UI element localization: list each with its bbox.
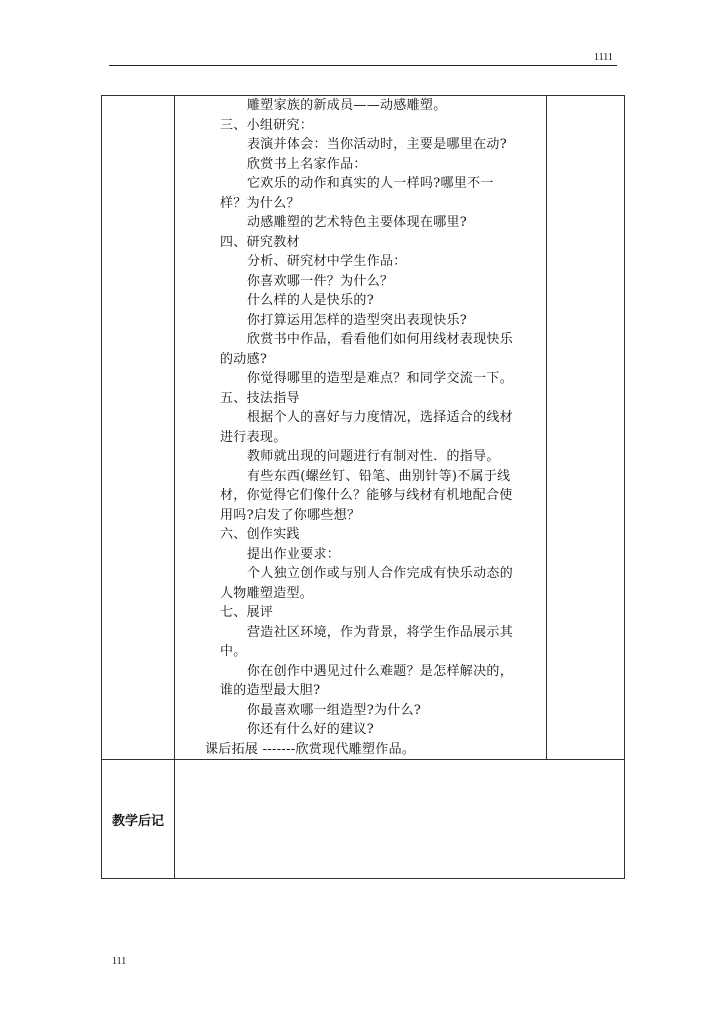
text-line: 用吗?启发了你哪些想？ (220, 507, 361, 523)
text-line: 什么样的人是快乐的? (247, 293, 374, 308)
text-line: 的动感? (220, 351, 268, 367)
text-line: 欣赏书上名家作品： (247, 156, 367, 172)
text-line: 进行表现。 (220, 429, 287, 445)
text-line: 它欢乐的动作和真实的人一样吗?哪里不一 (247, 176, 494, 191)
lesson-plan-table (101, 95, 625, 879)
text-line: 材，你觉得它们像什么？能够与线材有机地配合使 (220, 488, 513, 503)
text-line: 六、创作实践 (220, 527, 300, 542)
table-row-content (102, 96, 625, 760)
text-line: 分析、研究材中学生作品： (247, 254, 407, 269)
footer-page-number: 111 (112, 956, 127, 967)
text-line: 三、小组研究： (220, 117, 314, 133)
text-line: 七、展评 (220, 605, 274, 620)
text-line: 雕塑家族的新成员——动感雕塑。 (247, 98, 447, 113)
table-row-notes (102, 760, 625, 879)
text-line: 你还有什么好的建议? (247, 722, 374, 737)
text-line: 个人独立创作或与别人合作完成有快乐动态的 (247, 566, 514, 581)
right-empty-cell (547, 96, 625, 760)
text-line: 课后拓展 -------欣赏现代雕塑作品。 (205, 741, 416, 757)
text-line: 表演并体会：当你活动时，主要是哪里在动? (247, 137, 507, 152)
text-line: 你最喜欢哪一组造型?为什么? (247, 702, 422, 718)
notes-content-cell[interactable] (175, 760, 625, 879)
text-line: 五、技法指导 (220, 390, 300, 406)
text-line: 四、研究教材 (220, 234, 300, 250)
text-line: 你觉得哪里的造型是难点？和同学交流一下。 (247, 371, 514, 386)
text-line: 营造社区环境，作为背景，将学生作品展示其 (247, 624, 514, 640)
notes-label-cell (102, 760, 175, 879)
text-line: 你喜欢哪一件？为什么？ (247, 273, 394, 289)
text-line: 有些东西(螺丝钉、铅笔、曲别针等)不属于线 (247, 468, 511, 484)
text-line: 谁的造型最大胆? (220, 683, 321, 698)
text-line: 根据个人的喜好与力度情况，选择适合的线材 (247, 410, 514, 425)
text-line: 中。 (220, 644, 247, 659)
text-line: 你打算运用怎样的造型突出表现快乐? (247, 312, 468, 328)
text-line: 教师就出现的问题进行有制对性．的指导。 (247, 449, 500, 464)
text-line: 动感雕塑的艺术特色主要体现在哪里? (247, 215, 468, 230)
lesson-text (175, 96, 546, 759)
text-line: 提出作业要求： (247, 546, 341, 562)
text-line: 欣赏书中作品，看看他们如何用线材表现快乐 (247, 332, 514, 347)
header-page-number: 1111 (594, 52, 613, 63)
header-rule (109, 65, 617, 66)
text-line: 你在创作中遇见过什么难题？是怎样解决的， (247, 663, 514, 679)
notes-label: 教学后记 (111, 813, 164, 829)
lesson-content-cell (175, 96, 547, 760)
text-line: 样？为什么？ (220, 195, 300, 211)
left-empty-cell (102, 96, 175, 760)
text-line: 人物雕塑造型。 (220, 585, 314, 601)
